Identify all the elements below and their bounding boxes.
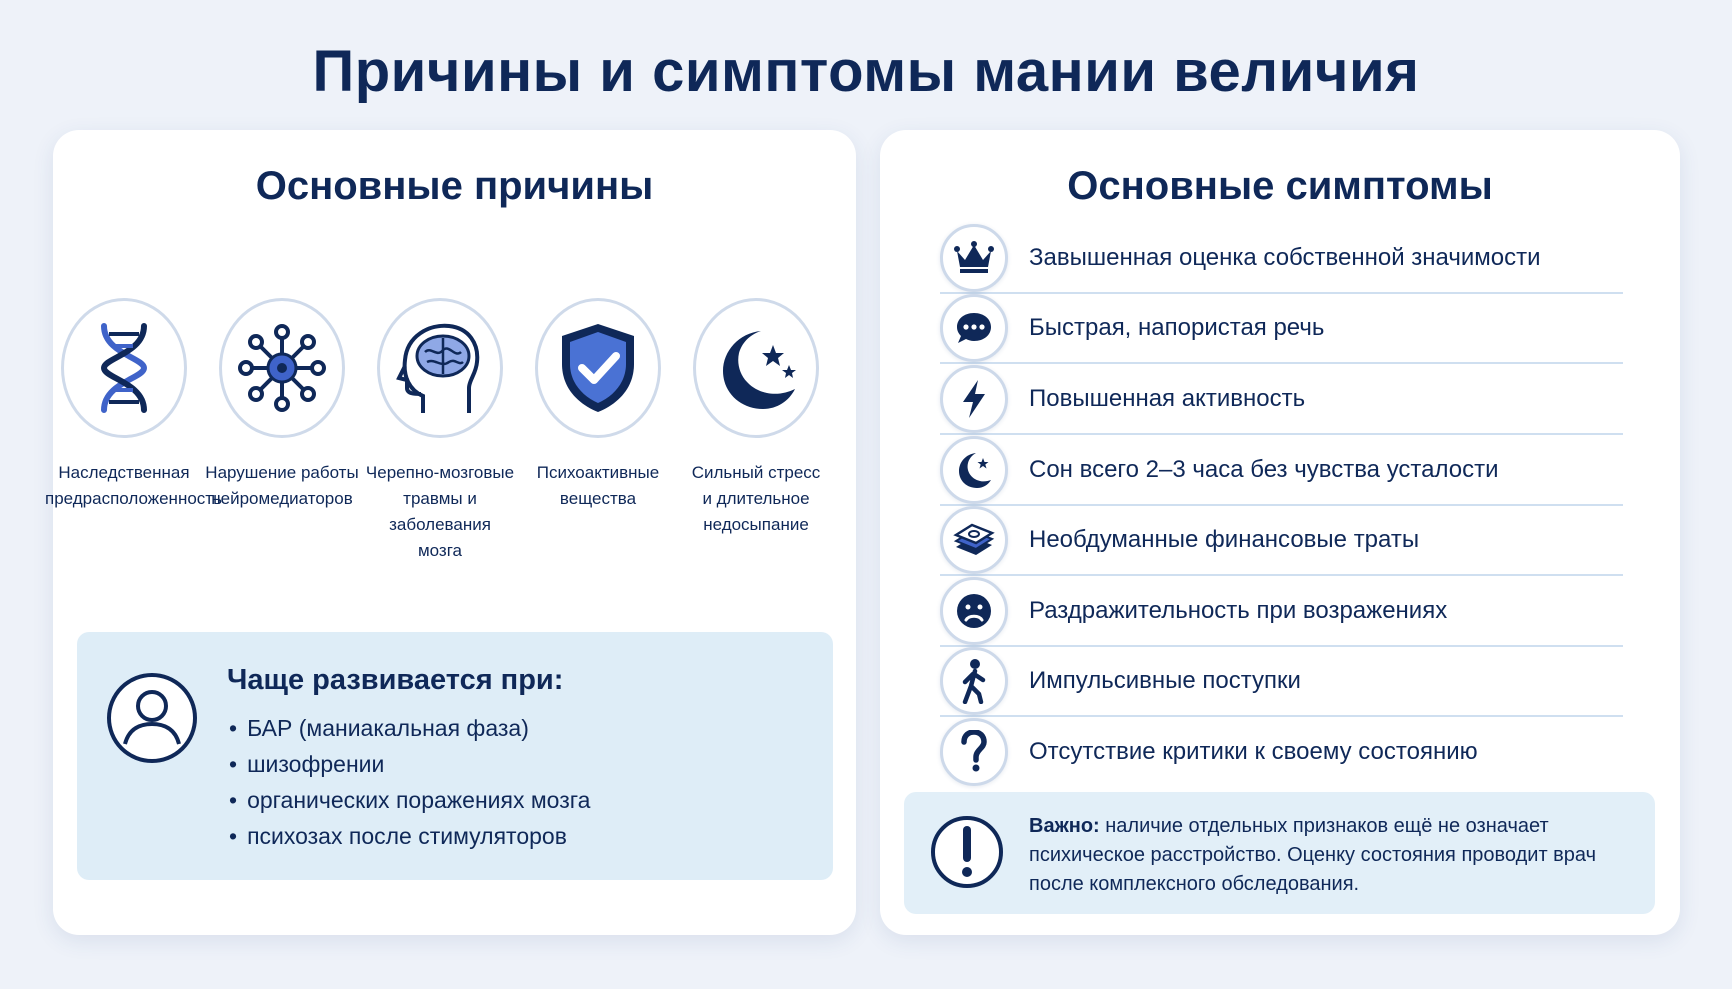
risk-title: Чаще развивается при: (227, 664, 564, 696)
note-box (904, 792, 1655, 914)
cause-label: Сильный стресс и длительное недосыпание (691, 463, 821, 534)
symptom-icon-circle (940, 577, 1008, 645)
symptom-text: Сон всего 2–3 часа без чувства усталости (1029, 456, 1499, 483)
money-stack-icon (952, 521, 996, 559)
note-label: Важно: (1029, 815, 1100, 837)
symptom-icon-circle (940, 718, 1008, 786)
walking-person-icon (957, 658, 991, 704)
symptom-row (940, 718, 1623, 788)
cause-icon-circle (377, 298, 503, 438)
crown-icon (954, 241, 994, 275)
symptom-icon-circle (940, 506, 1008, 574)
cause-label: Черепно-мозговые травмы и заболевания мозга (365, 463, 515, 560)
lightning-icon (959, 378, 989, 420)
moon-stars-icon (711, 323, 801, 413)
dna-icon (89, 318, 159, 418)
symptom-row (940, 365, 1623, 435)
cause-icon-circle (693, 298, 819, 438)
cause-item (203, 298, 361, 512)
symptom-text: Импульсивные поступки (1029, 667, 1301, 694)
cause-label: Нарушение работы нейромедиаторов (205, 463, 359, 508)
symptom-icon-circle (940, 224, 1008, 292)
exclamation-icon (930, 812, 1004, 892)
cause-icon-circle (219, 298, 345, 438)
list-item: • шизофрении (229, 746, 590, 782)
question-icon (959, 730, 989, 774)
symptom-text: Повышенная активность (1029, 385, 1306, 412)
moon-icon (954, 450, 994, 490)
symptom-row (940, 224, 1623, 294)
page-title: Причины и симптомы мании величия (312, 39, 1420, 104)
symptoms-heading: Основные симптомы (1067, 164, 1493, 208)
symptom-row (940, 577, 1623, 647)
symptoms-panel (880, 130, 1680, 935)
risk-list (229, 710, 590, 854)
symptom-text: Раздражительность при возражениях (1029, 597, 1448, 624)
list-item: • психозах после стимуляторов (229, 818, 590, 854)
cause-icon-circle (61, 298, 187, 438)
symptom-row (940, 647, 1623, 717)
sad-face-icon (955, 592, 993, 630)
symptom-row (940, 506, 1623, 576)
symptom-icon-circle (940, 436, 1008, 504)
symptom-icon-circle (940, 294, 1008, 362)
note-body: наличие отдельных признаков ещё не означает психическое расстройство. Оценку состояния проводит врач после комплексного обследования. (1029, 815, 1597, 895)
divider (940, 433, 1623, 435)
cause-icon-circle (535, 298, 661, 438)
divider (940, 715, 1623, 717)
symptom-icon-circle (940, 647, 1008, 715)
cause-item (361, 298, 519, 564)
cause-item (677, 298, 835, 538)
symptom-text: Завышенная оценка собственной значимости (1029, 244, 1541, 271)
note-text (1029, 812, 1639, 899)
person-icon (105, 668, 199, 768)
list-item: • органических поражениях мозга (229, 782, 590, 818)
symptom-row (940, 294, 1623, 364)
cause-item (519, 298, 677, 512)
symptom-text: Необдуманные финансовые траты (1029, 526, 1420, 553)
symptom-text: Быстрая, напористая речь (1029, 314, 1325, 341)
list-item: • БАР (маниакальная фаза) (229, 710, 590, 746)
cause-label: Психоактивные вещества (536, 463, 660, 508)
speech-bubble-icon (954, 310, 994, 346)
cause-label: Наследственная предрасположенность (45, 463, 222, 508)
risk-box (77, 632, 833, 880)
symptom-text: Отсутствие критики к своему состоянию (1029, 738, 1478, 765)
causes-heading: Основные причины (255, 164, 654, 208)
cause-item (45, 298, 222, 512)
causes-panel (45, 130, 856, 935)
divider (940, 574, 1623, 576)
divider (940, 362, 1623, 364)
neuron-icon (237, 323, 327, 413)
head-brain-icon (395, 318, 485, 418)
shield-check-icon (556, 320, 640, 416)
symptom-icon-circle (940, 365, 1008, 433)
symptom-row (940, 436, 1623, 506)
